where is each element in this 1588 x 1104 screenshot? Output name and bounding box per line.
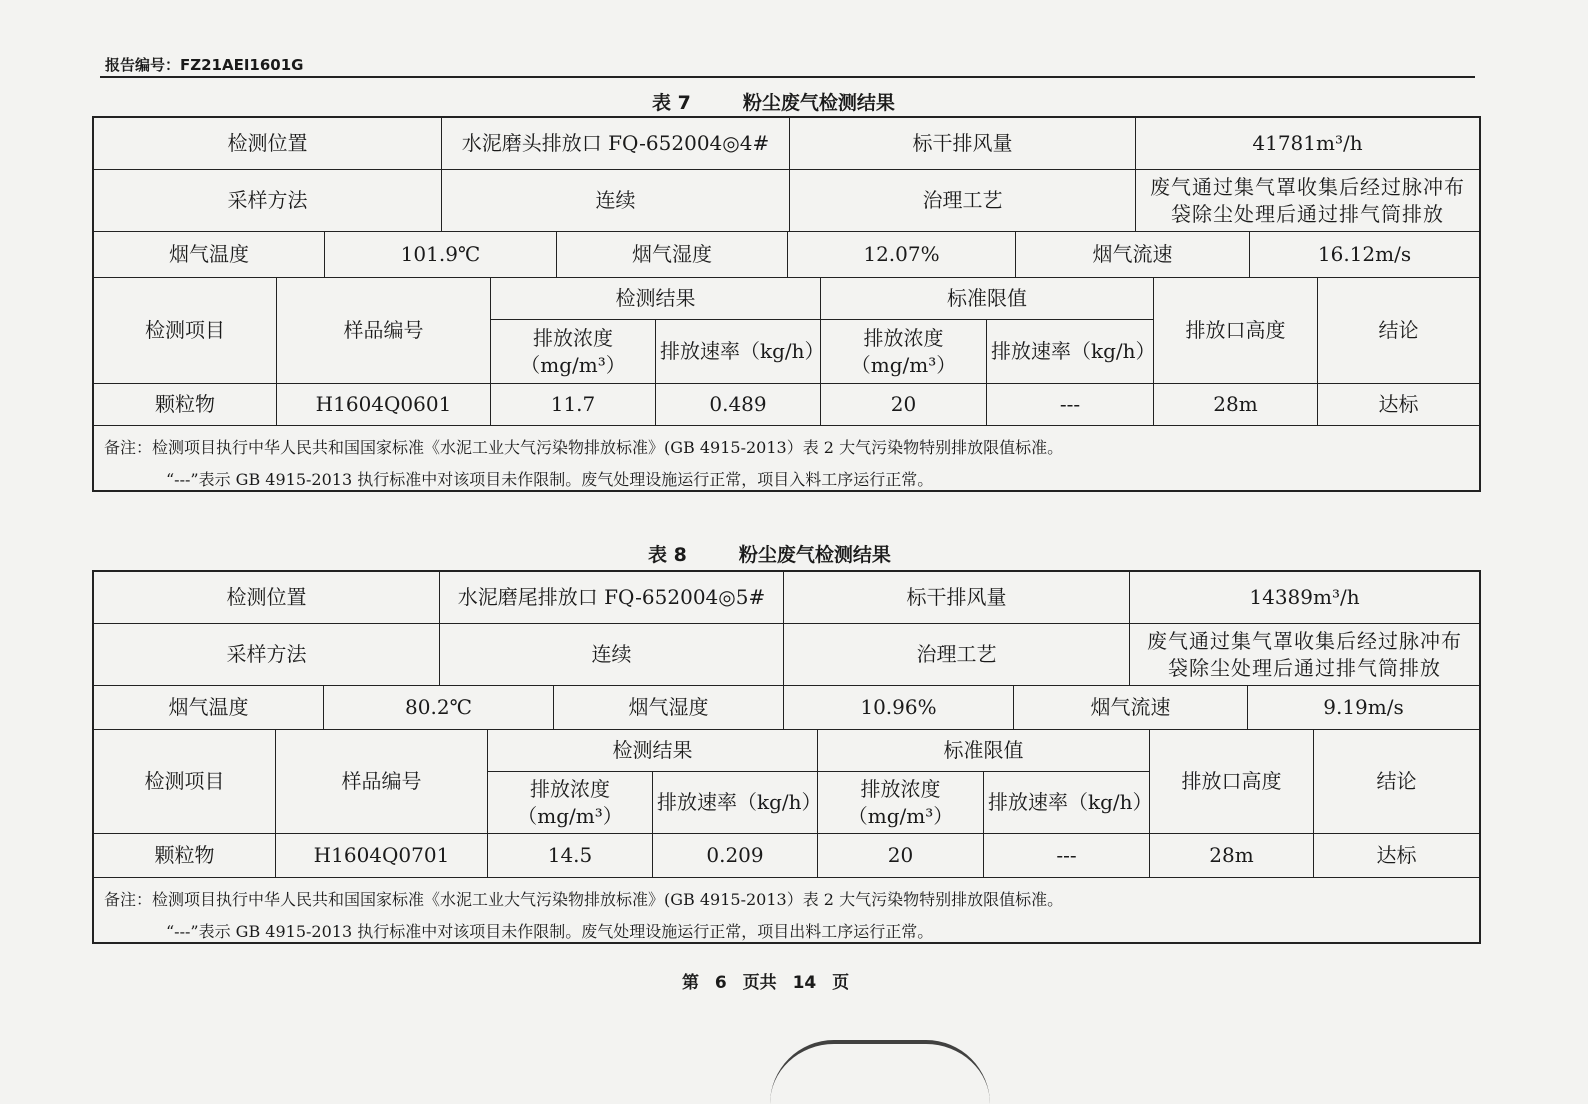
col-conclusion: 结论 [1378,318,1419,342]
limit-group [821,278,1154,383]
table-row [92,384,1481,426]
airflow-value: 14389m³/h [1249,585,1360,609]
table-8-number: 表 8 [648,544,687,566]
row-rate: 0.209 [653,834,818,877]
temp-value: 80.2℃ [324,686,554,729]
airflow-value: 41781m³/h [1252,131,1363,155]
result-group [491,278,825,383]
col-sample: 样品编号 [276,730,488,833]
col-height: 排放口高度 [1150,730,1314,833]
temp-label: 烟气温度 [94,686,324,729]
process-label: 治理工艺 [790,170,1136,231]
col-limit-conc: 排放浓度（mg/m³） [818,772,984,833]
temp-label: 烟气温度 [94,232,325,277]
location-label: 检测位置 [94,118,442,169]
row-limit-rate: --- [987,384,1154,425]
flow-value: 16.12m/s [1317,242,1412,266]
airflow-label: 标干排风量 [784,572,1130,623]
humidity-value: 10.96% [784,686,1014,729]
humidity-value: 12.07% [788,232,1016,277]
process-value: 废气通过集气罩收集后经过脉冲布袋除尘处理后通过排气筒排放 [1150,174,1465,226]
result-group [488,730,822,833]
location-row [92,116,1481,170]
row-rate: 0.489 [656,384,821,425]
row-sample: H1604Q0601 [277,384,491,425]
airflow-label: 标干排风量 [790,118,1136,169]
row-limit-conc: 20 [821,384,987,425]
col-result: 检测结果 [488,730,817,772]
row-item: 颗粒物 [94,384,277,425]
col-result-conc: 排放浓度（mg/m³） [491,320,656,383]
flue-gas-row [92,232,1481,278]
method-row [92,170,1481,232]
row-conclusion: 达标 [1376,843,1417,867]
flue-gas-row [92,686,1481,730]
row-height: 28m [1154,384,1318,425]
table-7-caption [652,88,895,115]
row-conc: 14.5 [488,834,653,877]
table-7 [92,116,1481,492]
row-sample: H1604Q0701 [276,834,488,877]
col-limit: 标准限值 [818,730,1149,772]
col-limit: 标准限值 [821,278,1153,320]
col-sample: 样品编号 [277,278,491,383]
humidity-label: 烟气湿度 [554,686,784,729]
page-number: 第 6 页共 14 页 [682,973,850,993]
location-row [92,570,1481,624]
col-limit-rate: 排放速率（kg/h） [991,339,1156,363]
location-value: 水泥磨尾排放口 FQ-652004◎5# [440,572,784,623]
col-item: 检测项目 [94,278,277,383]
humidity-label: 烟气湿度 [557,232,788,277]
process-value: 废气通过集气罩收集后经过脉冲布袋除尘处理后通过排气筒排放 [1147,628,1462,680]
method-label: 采样方法 [94,624,440,685]
col-result: 检测结果 [491,278,820,320]
flow-label: 烟气流速 [1016,232,1250,277]
report-number: 报告编号：FZ21AEI1601G [105,56,304,74]
row-height: 28m [1150,834,1314,877]
flow-label: 烟气流速 [1014,686,1248,729]
seal-stamp [770,1040,990,1104]
location-label: 检测位置 [94,572,440,623]
col-limit-rate: 排放速率（kg/h） [988,790,1153,814]
col-height: 排放口高度 [1154,278,1318,383]
table-8 [92,570,1481,944]
table-8-caption [648,540,891,567]
method-value: 连续 [440,624,784,685]
table-row [92,834,1481,878]
column-header-row [92,730,1481,834]
table-note [92,426,1481,492]
col-item: 检测项目 [94,730,276,833]
header-rule [100,76,1475,78]
flow-value: 9.19m/s [1323,695,1404,719]
row-limit-rate: --- [984,834,1150,877]
location-value: 水泥磨头排放口 FQ-652004◎4# [442,118,790,169]
column-header-row [92,278,1481,384]
col-result-rate: 排放速率（kg/h） [660,339,825,363]
table-7-number: 表 7 [652,92,691,114]
row-conclusion: 达标 [1378,392,1419,416]
col-limit-conc: 排放浓度（mg/m³） [821,320,987,383]
method-label: 采样方法 [94,170,442,231]
table-note [92,878,1481,944]
method-row [92,624,1481,686]
row-conc: 11.7 [491,384,656,425]
col-conclusion: 结论 [1376,769,1417,793]
note-line-1: 备注：检测项目执行中华人民共和国国家标准《水泥工业大气污染物排放标准》(GB 4915-2013）表 2 大气污染物特别排放限值标准。 [104,438,1064,457]
process-label: 治理工艺 [784,624,1130,685]
col-result-conc: 排放浓度（mg/m³） [488,772,653,833]
row-item: 颗粒物 [94,834,276,877]
temp-value: 101.9℃ [325,232,557,277]
col-result-rate: 排放速率（kg/h） [657,790,822,814]
table-8-title: 粉尘废气检测结果 [738,544,891,566]
row-limit-conc: 20 [818,834,984,877]
limit-group [818,730,1153,833]
table-7-title: 粉尘废气检测结果 [742,92,895,114]
note-line-2: “---”表示 GB 4915-2013 执行标准中对该项目未作限制。废气处理设施运行正常，项目入料工序运行正常。 [166,470,934,489]
method-value: 连续 [442,170,790,231]
note-line-1: 备注：检测项目执行中华人民共和国国家标准《水泥工业大气污染物排放标准》(GB 4915-2013）表 2 大气污染物特别排放限值标准。 [104,890,1064,909]
note-line-2: “---”表示 GB 4915-2013 执行标准中对该项目未作限制。废气处理设施运行正常，项目出料工序运行正常。 [166,922,934,941]
